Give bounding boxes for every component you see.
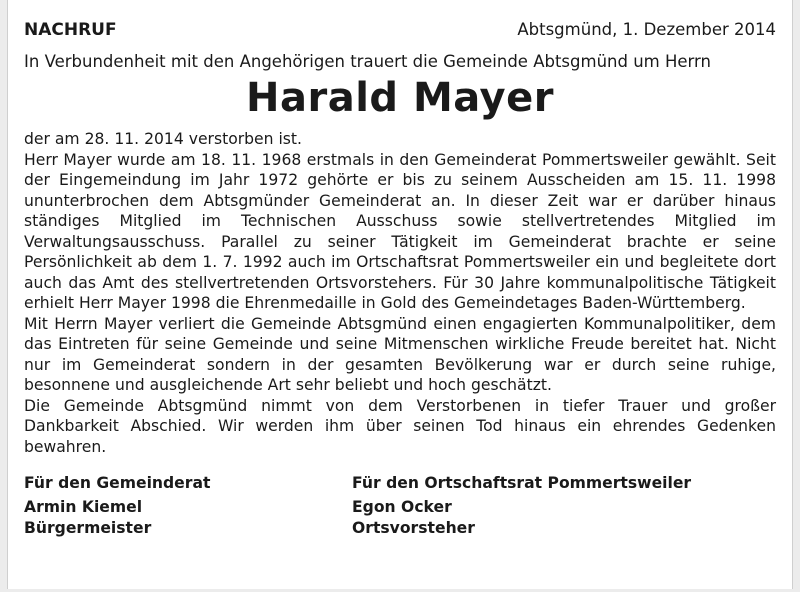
- paragraph-tribute: Mit Herrn Mayer verliert die Gemeinde Abtsgmünd einen engagierten Kommunalpolitiker, dem das Eintreten für seine Gemeinde und seine Mitmenschen wirkliche Freude bereitet hat. Nicht nur im Gemeinderat sondern in der gesamten Bevölkerung war er durch seine ruhige, besonnene und ausgleichende Art sehr beliebt und hoch geschätzt.: [24, 314, 776, 394]
- header-row: [24, 20, 776, 46]
- right-border: [792, 0, 800, 592]
- signature-left-name: Armin Kiemel: [24, 498, 143, 516]
- signature-right-org: Für den Ortschaftsrat Pommertsweiler: [352, 474, 692, 492]
- paragraph-farewell: Die Gemeinde Abtsgmünd nimmt von dem Verstorbenen in tiefer Trauer und großer Dankbarkeit Abschied. Wir werden ihm über seinen Tod hinaus ein ehrendes Gedenken bewahren.: [24, 396, 776, 456]
- place-date: Abtsgmünd, 1. Dezember 2014: [517, 20, 776, 39]
- paragraph-death-date: der am 28. 11. 2014 verstorben ist.: [24, 130, 302, 148]
- signature-left: [24, 473, 210, 539]
- signature-right: [352, 473, 691, 539]
- signature-left-role: Bürgermeister: [24, 519, 152, 537]
- signature-block: [24, 473, 776, 553]
- notice-title: NACHRUF: [24, 20, 117, 40]
- signature-right-name: Egon Ocker: [352, 498, 452, 516]
- obituary-content: [24, 20, 776, 553]
- signature-right-role: Ortsvorsteher: [352, 519, 475, 537]
- intro-text: In Verbundenheit mit den Angehörigen trauert die Gemeinde Abtsgmünd um Herrn: [24, 52, 711, 71]
- left-border: [0, 0, 8, 592]
- deceased-name: Harald Mayer: [246, 75, 554, 121]
- paragraph-career: Herr Mayer wurde am 18. 11. 1968 erstmals in den Gemeinderat Pommertsweiler gewählt. Seit der Eingemeindung im Jahr 1972 gehörte er bis zu seinem Ausscheiden am 15. 11. 1998 ununterbrochen dem Abtsgmünder Gemeinderat an. In dieser Zeit war er darüber hinaus ständiges Mitglied im Technischen Ausschuss sowie stellvertretendes Mitglied im Verwaltungsausschuss. Parallel zu seiner Tätigkeit im Gemeinderat brachte er seine Persönlichkeit ab dem 1. 7. 1992 auch im Ortschaftsrat Pommertsweiler ein und begleitete dort auch das Amt des stellvertretenden Ortsvorstehers. Für 30 Jahre kommunalpolitische Tätigkeit erhielt Herr Mayer 1998 die Ehrenmedaille in Gold des Gemeindetages Baden-Württemberg.: [24, 150, 776, 312]
- signature-left-org: Für den Gemeinderat: [24, 474, 211, 492]
